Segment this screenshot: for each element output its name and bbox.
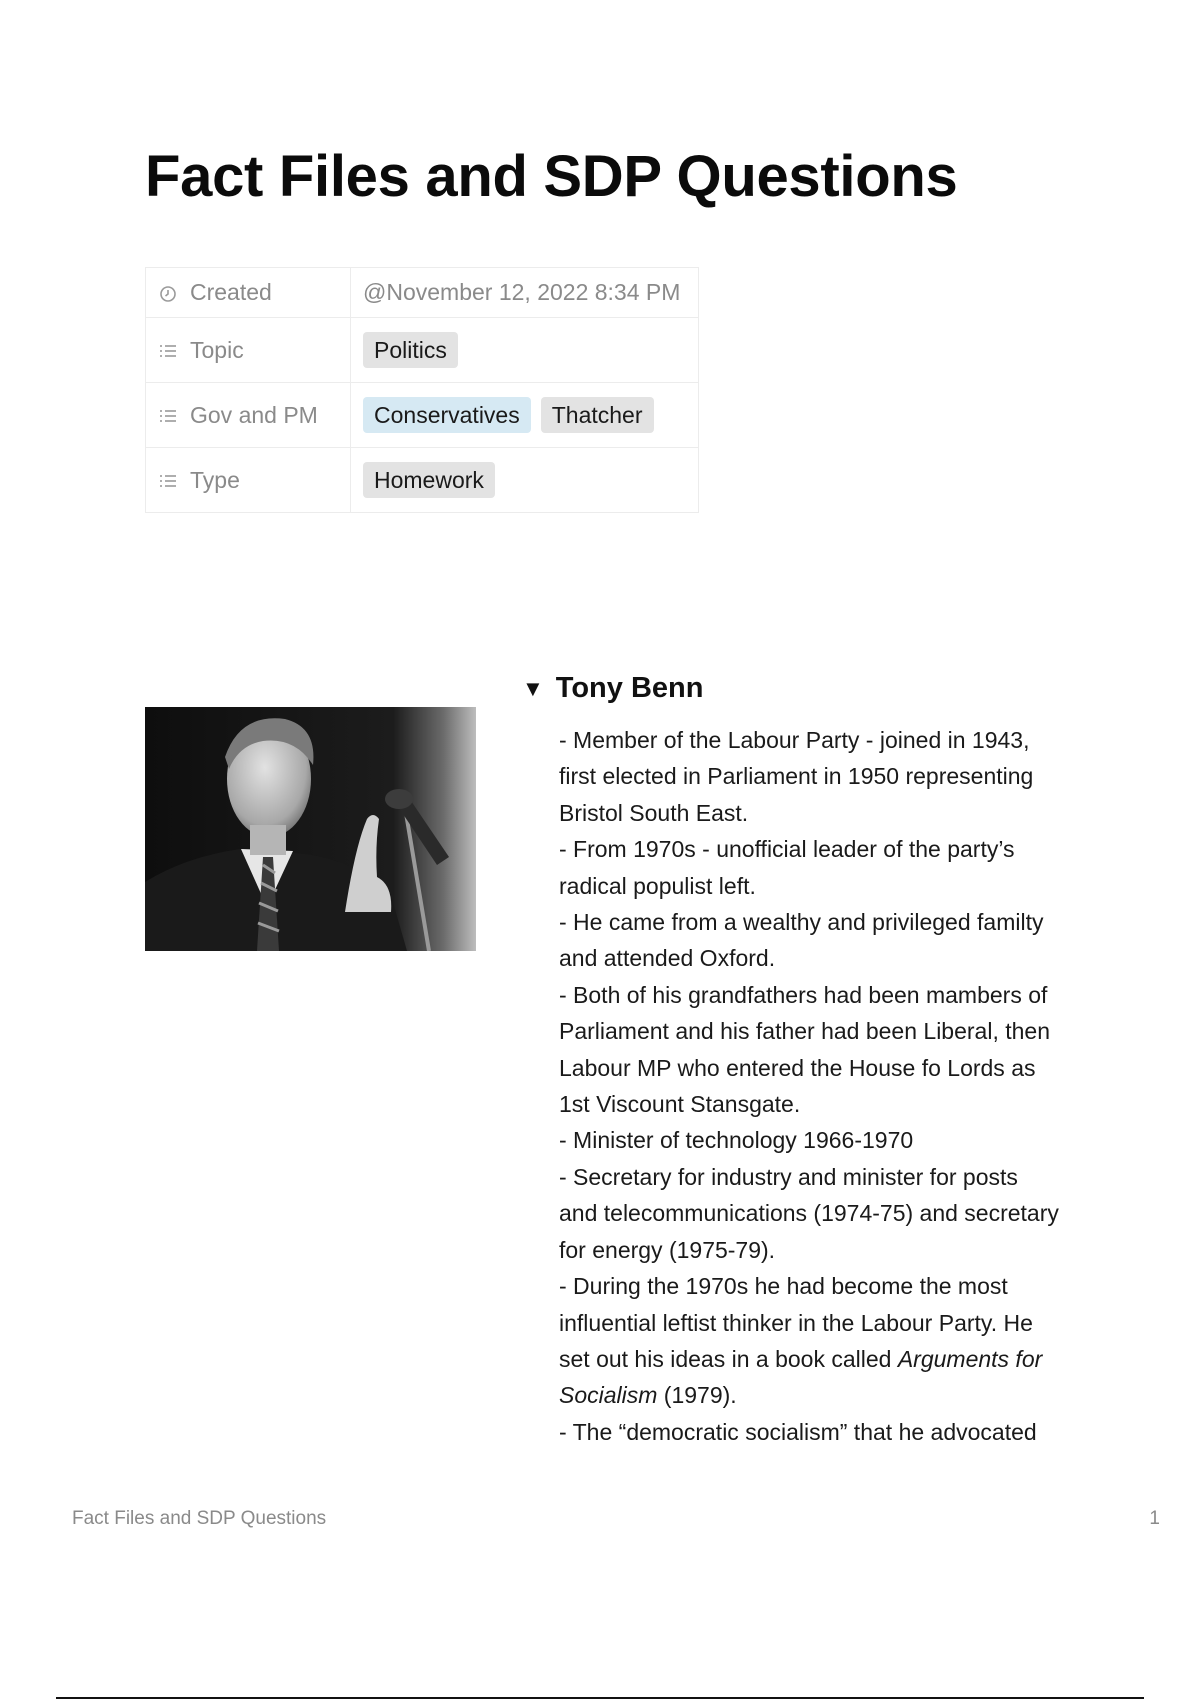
text-line: influential leftist thinker in the Labour Party. He	[559, 1309, 1033, 1336]
list-icon	[158, 405, 178, 425]
created-date: @November 12, 2022 8:34 PM	[363, 279, 681, 305]
properties-table	[145, 267, 699, 513]
tag-homework[interactable]: Homework	[363, 462, 495, 498]
footer-title: Fact Files and SDP Questions	[72, 1508, 327, 1529]
text-line: Bristol South East.	[559, 799, 749, 826]
text-line: - Minister of technology 1966-1970	[559, 1127, 914, 1154]
tag-conservatives[interactable]: Conservatives	[363, 397, 531, 433]
portrait-photo	[145, 707, 476, 951]
text-line	[559, 1341, 1099, 1377]
property-key-label: Gov and PM	[190, 401, 318, 428]
toggle-triangle-icon[interactable]: ▼	[522, 675, 544, 701]
text-line: - The “democratic socialism” that he advocated	[559, 1418, 1037, 1445]
property-key-label: Created	[190, 279, 272, 305]
text-line: first elected in Parliament in 1950 representing	[559, 763, 1034, 790]
text-line: - Both of his grandfathers had been mambers of	[559, 981, 1048, 1008]
property-key-label: Topic	[190, 336, 244, 363]
property-row-created[interactable]	[146, 268, 699, 318]
text-line: 1st Viscount Stansgate.	[559, 1091, 801, 1118]
text-line	[559, 1377, 1099, 1413]
toggle-content	[559, 722, 1099, 1450]
page-number: 1	[1149, 1508, 1160, 1529]
text-line: Parliament and his father had been Liberal, then	[559, 1018, 1050, 1045]
book-prefix: set out his ideas in a book called	[559, 1345, 898, 1372]
property-value[interactable]	[351, 448, 699, 513]
page-divider	[56, 1697, 1144, 1699]
list-icon	[158, 340, 178, 360]
property-key	[146, 318, 351, 383]
toggle-block-header[interactable]	[522, 672, 703, 705]
property-value[interactable]	[351, 383, 699, 448]
property-key	[146, 383, 351, 448]
tag-thatcher[interactable]: Thatcher	[541, 397, 654, 433]
text-line: - Secretary for industry and minister for posts	[559, 1163, 1018, 1190]
toggle-title: Tony Benn	[555, 672, 704, 704]
text-line: - From 1970s - unofficial leader of the party’s	[559, 836, 1015, 863]
page-title: Fact Files and SDP Questions	[145, 144, 958, 209]
list-icon	[158, 470, 178, 490]
text-line: - He came from a wealthy and privileged familty	[559, 909, 1044, 936]
book-year: (1979).	[657, 1382, 737, 1409]
property-value[interactable]	[351, 268, 699, 318]
text-line: and telecommunications (1974-75) and secretary	[559, 1200, 1059, 1227]
property-key	[146, 448, 351, 513]
tag-politics[interactable]: Politics	[363, 332, 458, 368]
property-value[interactable]	[351, 318, 699, 383]
text-line: for energy (1975-79).	[559, 1236, 776, 1263]
book-title: Socialism	[559, 1382, 658, 1409]
text-line: - During the 1970s he had become the most	[559, 1273, 1008, 1300]
text-line: Labour MP who entered the House fo Lords as	[559, 1054, 1036, 1081]
text-line: radical populist left.	[559, 872, 756, 899]
property-key-label: Type	[190, 466, 240, 493]
text-line: - Member of the Labour Party - joined in 1943,	[559, 727, 1030, 753]
property-key	[146, 268, 351, 318]
text-line: and attended Oxford.	[559, 945, 776, 972]
book-title: Arguments for	[897, 1345, 1043, 1372]
property-row-topic[interactable]	[146, 318, 699, 383]
property-row-type[interactable]	[146, 448, 699, 513]
property-row-gov-and-pm[interactable]	[146, 383, 699, 448]
clock-icon	[158, 283, 178, 303]
